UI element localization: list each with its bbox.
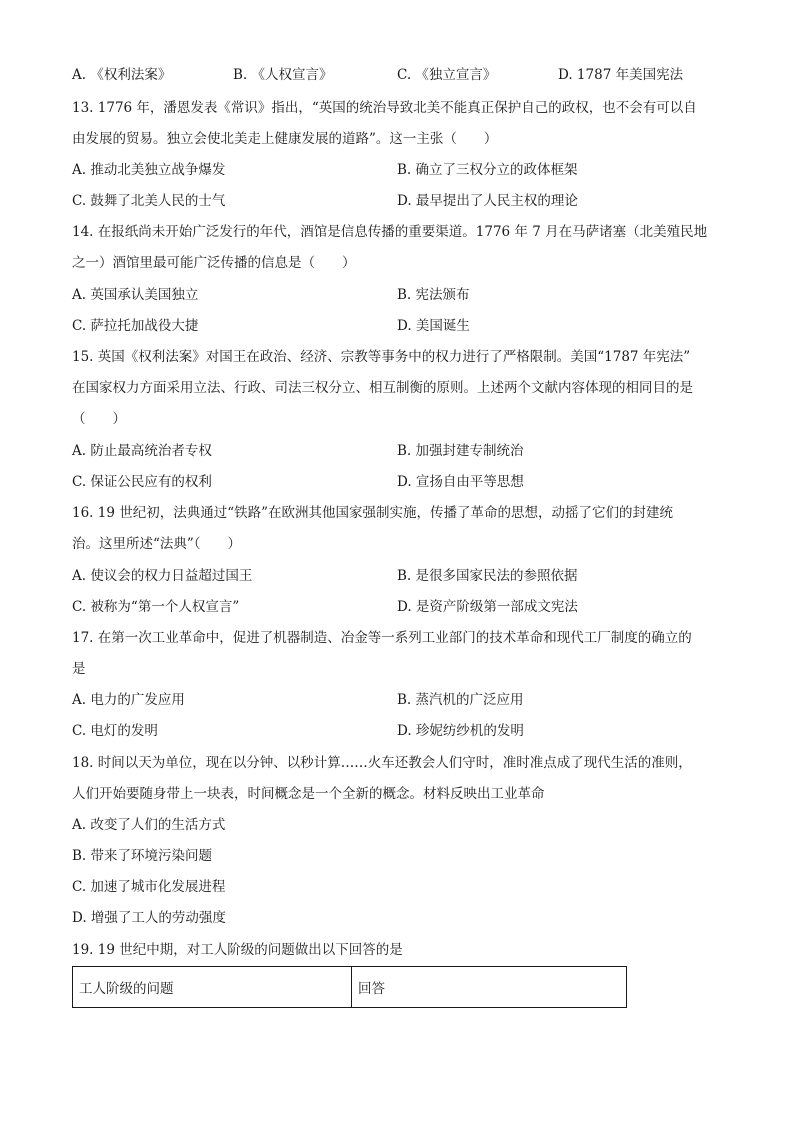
q13-option-b: B. 确立了三权分立的政体框架	[397, 162, 578, 178]
q19-table-header-question: 工人阶级的问题	[73, 967, 352, 1008]
q18-stem-line-2: 人们开始要随身带上一块表，时间概念是一个全新的概念。材料反映出工业革命	[72, 786, 545, 802]
q19-stem: 19. 19 世纪中期，对工人阶级的问题做出以下回答的是	[72, 942, 403, 958]
q15-option-c: C. 保证公民应有的权利	[72, 474, 212, 490]
q16-stem-line-2: 治。这里所述“法典”（ ）	[72, 536, 242, 552]
q18-option-c: C. 加速了城市化发展进程	[72, 879, 226, 895]
q17-option-b: B. 蒸汽机的广泛应用	[397, 692, 524, 708]
q16-option-d: D. 是资产阶级第一部成文宪法	[397, 599, 578, 615]
q19-table	[72, 966, 627, 1008]
q14-option-d: D. 美国诞生	[397, 318, 470, 334]
q16-option-a: A. 使议会的权力日益超过国王	[72, 568, 253, 584]
q17-stem-line-2: 是	[72, 661, 86, 677]
q16-stem-line-1: 16. 19 世纪初，法典通过“铁路”在欧洲其他国家强制实施，传播了革命的思想，动摇了它们的封建统	[72, 505, 674, 521]
q16-option-c: C. 被称为“第一个人权宣言”	[72, 599, 240, 615]
q14-stem-line-1: 14. 在报纸尚未开始广泛发行的年代，酒馆是信息传播的重要渠道。1776 年 7 月在马萨诸塞（北美殖民地	[72, 224, 708, 240]
q15-stem-line-3: （ ）	[72, 411, 126, 427]
q18-option-a: A. 改变了人们的生活方式	[72, 817, 226, 833]
q14-option-c: C. 萨拉托加战役大捷	[72, 318, 199, 334]
q15-option-b: B. 加强封建专制统治	[397, 443, 524, 459]
q13-option-c: C. 鼓舞了北美人民的士气	[72, 193, 226, 209]
q17-stem-line-1: 17. 在第一次工业革命中，促进了机器制造、冶金等一系列工业部门的技术革命和现代工厂制度的确立的	[72, 630, 692, 646]
q13-stem-line-2: 由发展的贸易。独立会使北美走上健康发展的道路”。这一主张（ ）	[72, 131, 498, 147]
q13-option-a: A. 推动北美独立战争爆发	[72, 162, 226, 178]
table-row	[73, 967, 627, 1008]
q19-table-header-answer: 回答	[352, 967, 627, 1008]
q12-option-b: B. 《人权宣言》	[233, 67, 333, 83]
q15-option-d: D. 宣扬自由平等思想	[397, 474, 524, 490]
q15-option-a: A. 防止最高统治者专权	[72, 443, 212, 459]
q14-option-a: A. 英国承认美国独立	[72, 287, 199, 303]
q12-option-a: A. 《权利法案》	[72, 67, 172, 83]
q13-stem-line-1: 13. 1776 年，潘恩发表《常识》指出，“英国的统治导致北美不能真正保护自己的政权，也不会有可以自	[72, 100, 697, 116]
q12-option-c: C. 《独立宣言》	[397, 67, 497, 83]
q16-option-b: B. 是很多国家民法的参照依据	[397, 568, 578, 584]
q14-option-b: B. 宪法颁布	[397, 287, 470, 303]
q15-stem-line-1: 15. 英国《权利法案》对国王在政治、经济、宗教等事务中的权力进行了严格限制。美国“1787 年宪法”	[72, 349, 691, 365]
q18-option-d: D. 增强了工人的劳动强度	[72, 910, 226, 926]
q17-option-c: C. 电灯的发明	[72, 723, 158, 739]
q14-stem-line-2: 之一）酒馆里最可能广泛传播的信息是（ ）	[72, 255, 356, 271]
q17-option-d: D. 珍妮纺纱机的发明	[397, 723, 524, 739]
q18-stem-line-1: 18. 时间以天为单位，现在以分钟、以秒计算……火车还教会人们守时，准时准点成了现代生活的准则，	[72, 755, 692, 771]
q15-stem-line-2: 在国家权力方面采用立法、行政、司法三权分立、相互制衡的原则。上述两个文献内容体现的相同目的是	[72, 380, 693, 396]
q12-option-d: D. 1787 年美国宪法	[558, 67, 684, 83]
q17-option-a: A. 电力的广发应用	[72, 692, 185, 708]
q18-option-b: B. 带来了环境污染问题	[72, 848, 213, 864]
q13-option-d: D. 最早提出了人民主权的理论	[397, 193, 578, 209]
